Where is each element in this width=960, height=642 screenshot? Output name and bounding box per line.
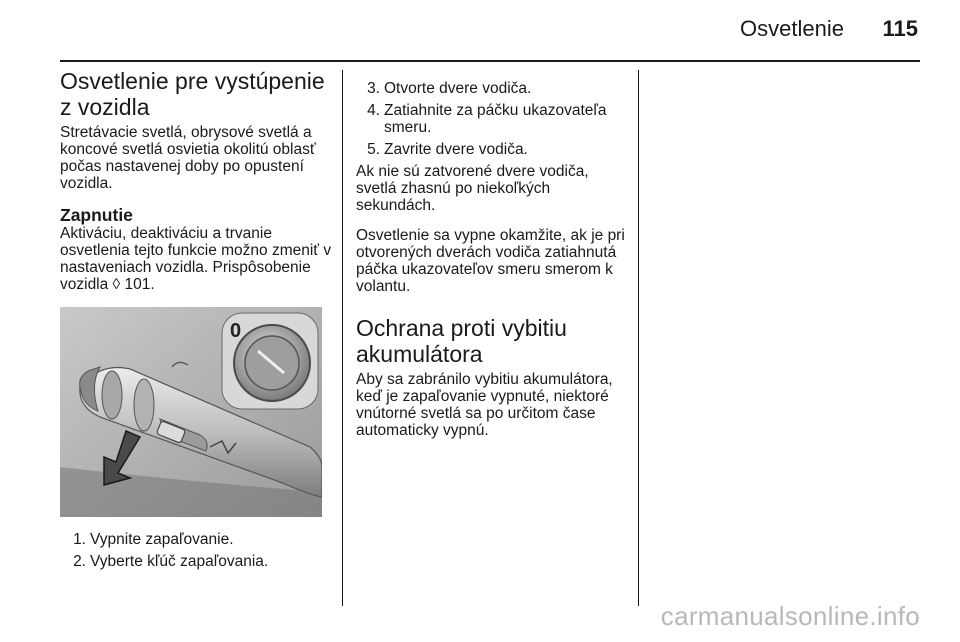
header-rule — [60, 60, 920, 62]
intro-paragraph: Stretávacie svetlá, obrysové svetlá a koncové svetlá osvietia okolitú oblasť počas nastavenej doby po opustení vozidla. — [60, 124, 316, 192]
page-number: 115 — [882, 16, 918, 41]
right-column — [356, 80, 628, 439]
activation-paragraph: Aktiváciu, deaktiváciu a trvanie osvetlenia tejto funkcie možno zmeniť v nastaveniach vozidla. Prispôsobenie vozidla ◊ 101. — [60, 225, 332, 293]
step-number: 5. — [367, 141, 380, 158]
step-text: Vypnite zapaľovanie. — [90, 531, 234, 548]
immediate-off-note: Osvetlenie sa vypne okamžite, ak je pri otvorených dverách vodiča zatiahnutá páčka ukazovateľov smeru smerom k volantu. — [356, 227, 625, 295]
step-number: 4. — [367, 102, 380, 119]
step-text: Zatiahnite za páčku ukazovateľa smeru. — [384, 102, 607, 136]
step-text: Zavrite dvere vodiča. — [384, 141, 528, 158]
battery-protection-paragraph: Aby sa zabránilo vybitiu akumulátora, keď je zapaľovanie vypnuté, niektoré vnútorné svetlá sa po určitom čase automaticky vypnú. — [356, 371, 613, 439]
ignition-off-badge-label: 0 — [230, 320, 242, 342]
lever-illustration-svg — [60, 307, 322, 517]
watermark-text: carmanualsonline.info — [660, 601, 920, 631]
list-item — [356, 80, 628, 97]
turn-signal-lever-illustration — [60, 307, 322, 517]
step-number: 2. — [73, 553, 86, 570]
page-header-title: Osvetlenie — [740, 16, 844, 41]
column-divider-right — [638, 70, 639, 606]
section-heading-exit-lighting: Osvetlenie pre vystúpenie z vozidla — [60, 68, 325, 120]
step-number: 3. — [367, 80, 380, 97]
list-item — [356, 141, 628, 158]
list-item — [62, 531, 340, 548]
column-divider-left — [342, 70, 343, 606]
list-item — [62, 553, 340, 570]
subheading-activation: Zapnutie — [60, 205, 133, 225]
door-closed-note: Ak nie sú zatvorené dvere vodiča, svetlá zhasnú po niekoľkých sekundách. — [356, 163, 589, 214]
step-text: Otvorte dvere vodiča. — [384, 80, 532, 97]
step-number: 1. — [73, 531, 86, 548]
steps-list-left — [60, 531, 340, 570]
section-heading-battery-protection: Ochrana proti vybitiu akumulátora — [356, 315, 567, 367]
steps-list-right — [356, 80, 628, 158]
list-item — [356, 102, 628, 136]
step-text: Vyberte kľúč zapaľovania. — [90, 553, 269, 570]
left-column — [60, 68, 340, 575]
